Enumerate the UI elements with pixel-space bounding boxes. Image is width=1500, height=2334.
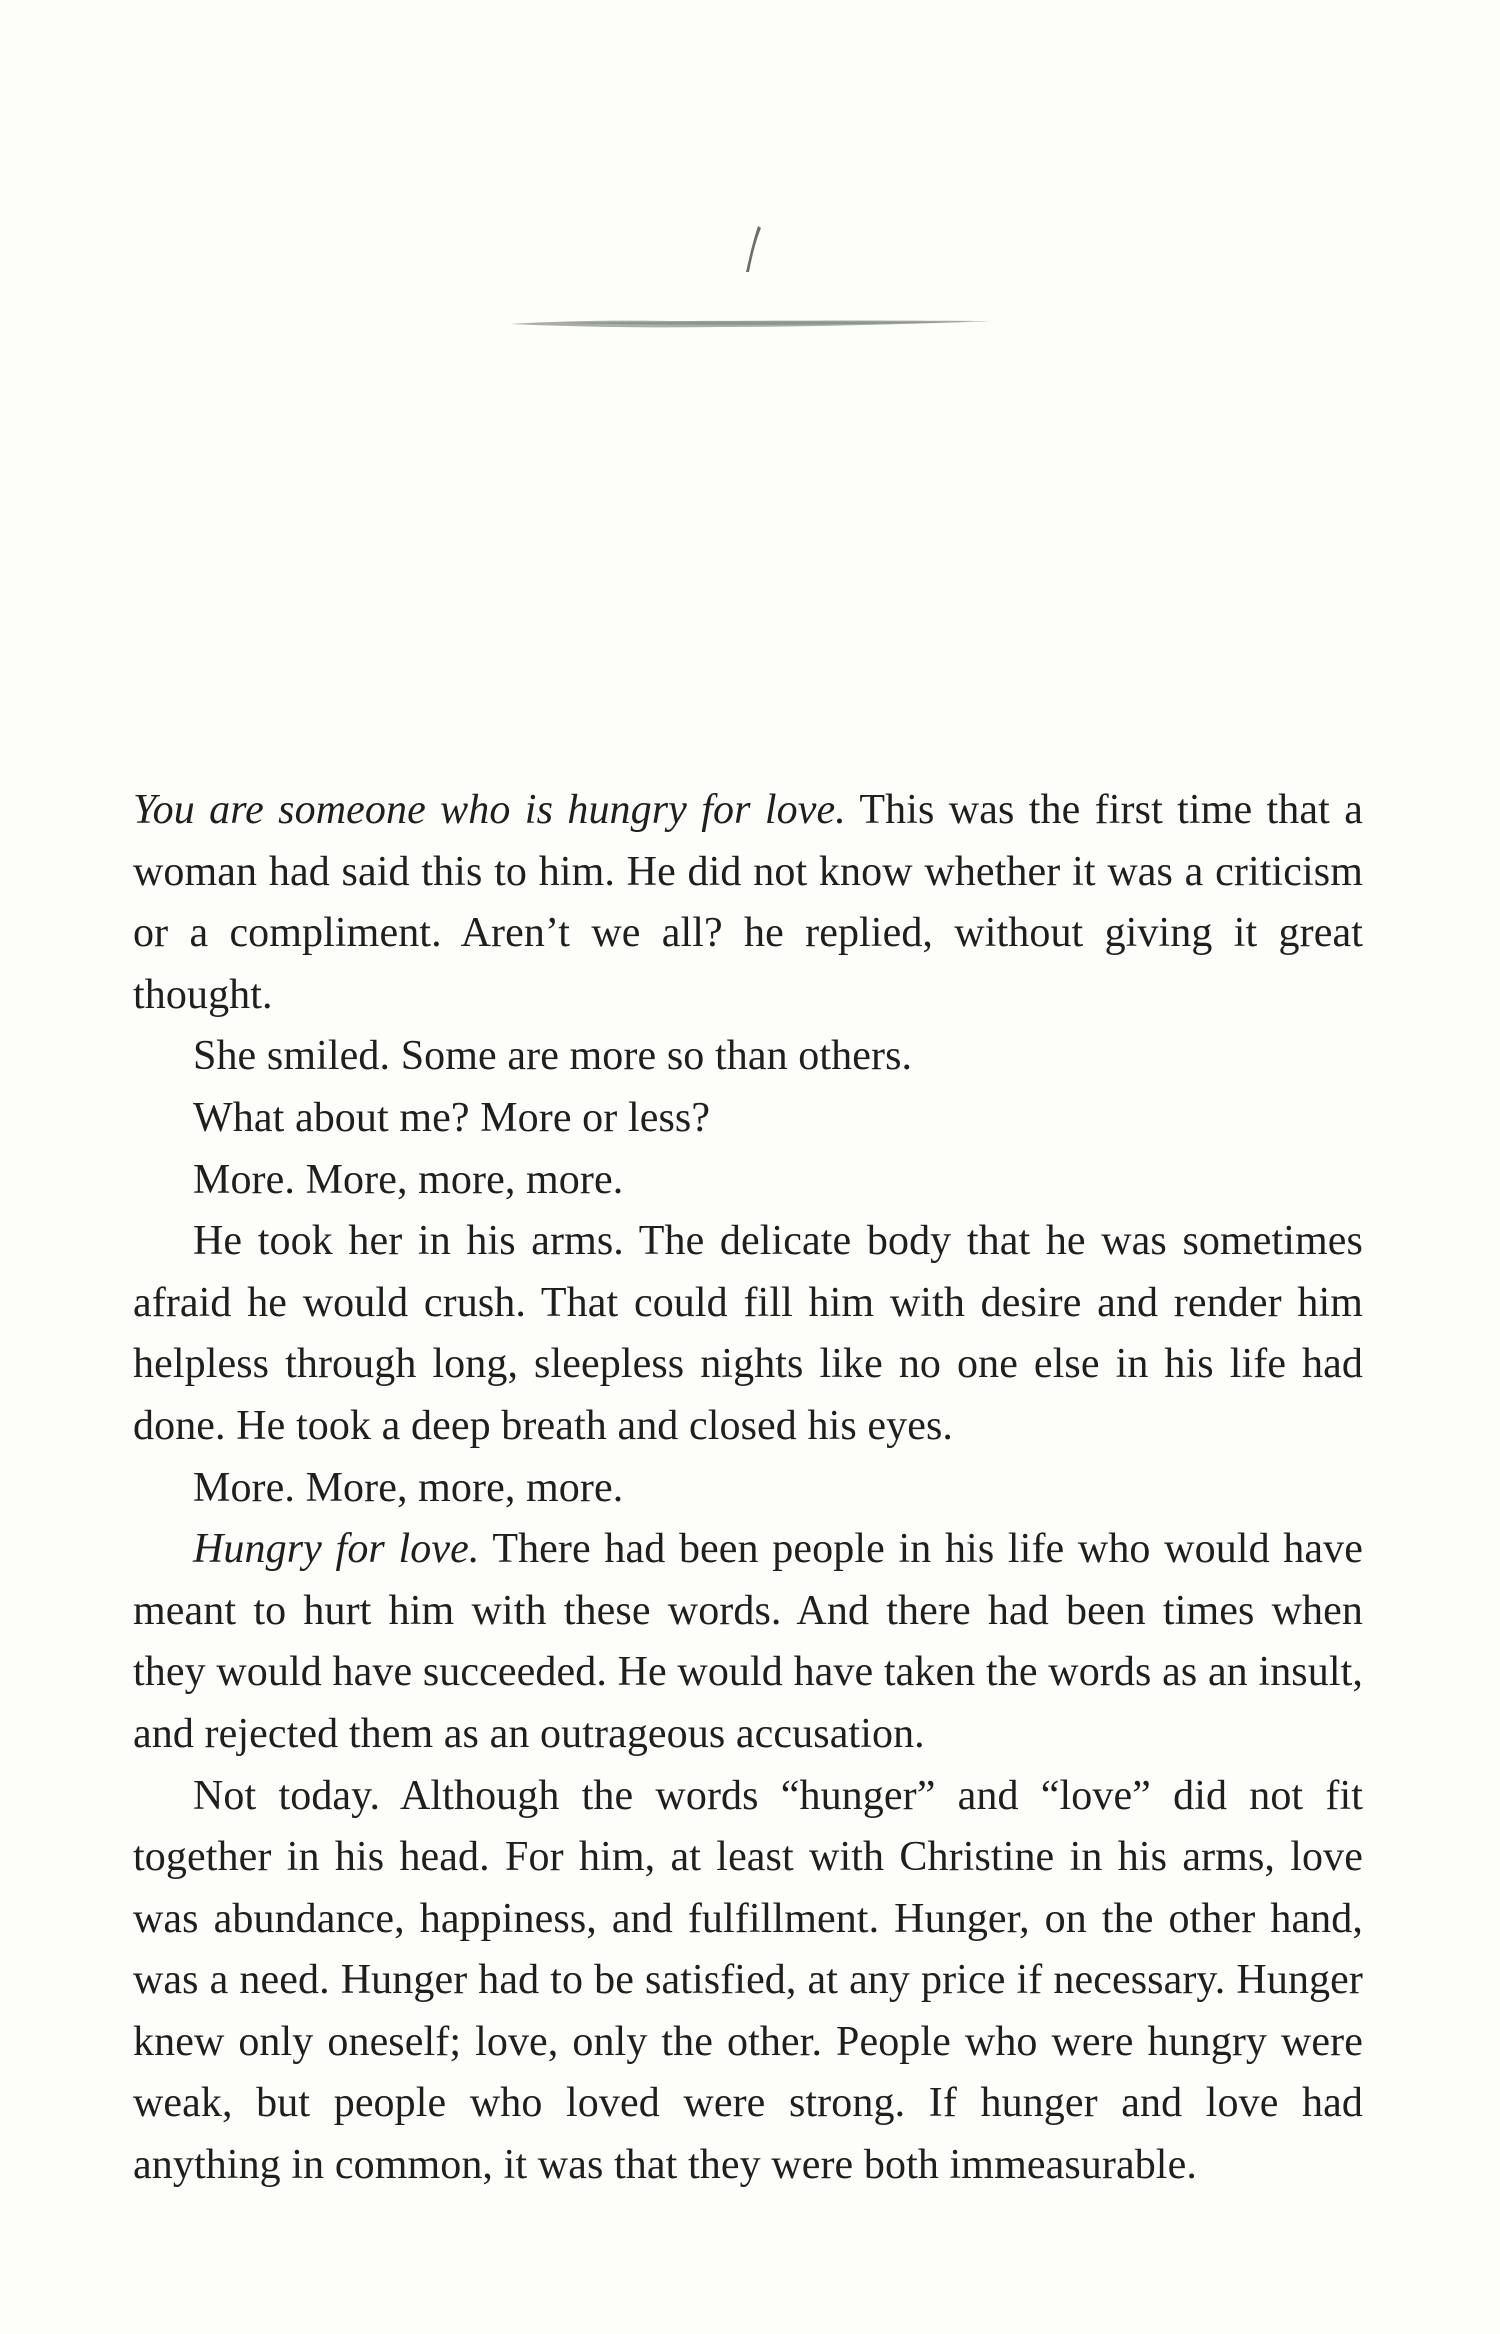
paragraph-3: What about me? More or less? [193, 1094, 711, 1141]
chapter-heading [500, 200, 1000, 350]
paragraph-7-italic: Hungry for love. [193, 1526, 480, 1573]
paragraph-7 [133, 1519, 1363, 1765]
paragraph-2: She smiled. Some are more so than others. [193, 1033, 913, 1080]
paragraph-1 [133, 780, 1363, 1026]
paragraph-5: He took her in his arms. The delicate body that he was sometimes afraid he would crush. That could fill him with desire and render him helpless through long, sleepless nights like no one else in his life had done. He took a deep breath and closed his eyes. [133, 1218, 1363, 1449]
paragraph-1-rest: This was the first time that a woman had said this to him. He did not know whether it was a criticism or a compliment. Aren’t we all? he replied, without giving it great thought. [133, 787, 1363, 1018]
chapter-number-one [746, 226, 761, 272]
chapter-number-brush-mark [500, 200, 1000, 350]
paragraph-7-rest: There had been people in his life who would have meant to hurt him with these words. And there had been times when they would have succeeded. He would have taken the words as an insult, and rejected them as an outrageous accusation. [133, 1526, 1363, 1757]
body-text [133, 780, 1363, 2197]
paragraph-4: More. More, more, more. [193, 1156, 624, 1203]
paragraph-1-italic: You are someone who is hungry for love. [133, 787, 846, 833]
paragraph-8: Not today. Although the words “hunger” and “love” did not fit together in his head. For him, at least with Christine in his arms, love was abundance, happiness, and fulfillment. Hunger, on the other hand, was a need. Hunger had to be satisfied, at any price if necessary. Hunger knew only oneself; love, only the other. People who were hungry were weak, but people who loved were strong. If hunger and love had anything in common, it was that they were both immeasurable. [133, 1772, 1363, 2189]
paragraph-6: More. More, more, more. [193, 1464, 624, 1511]
